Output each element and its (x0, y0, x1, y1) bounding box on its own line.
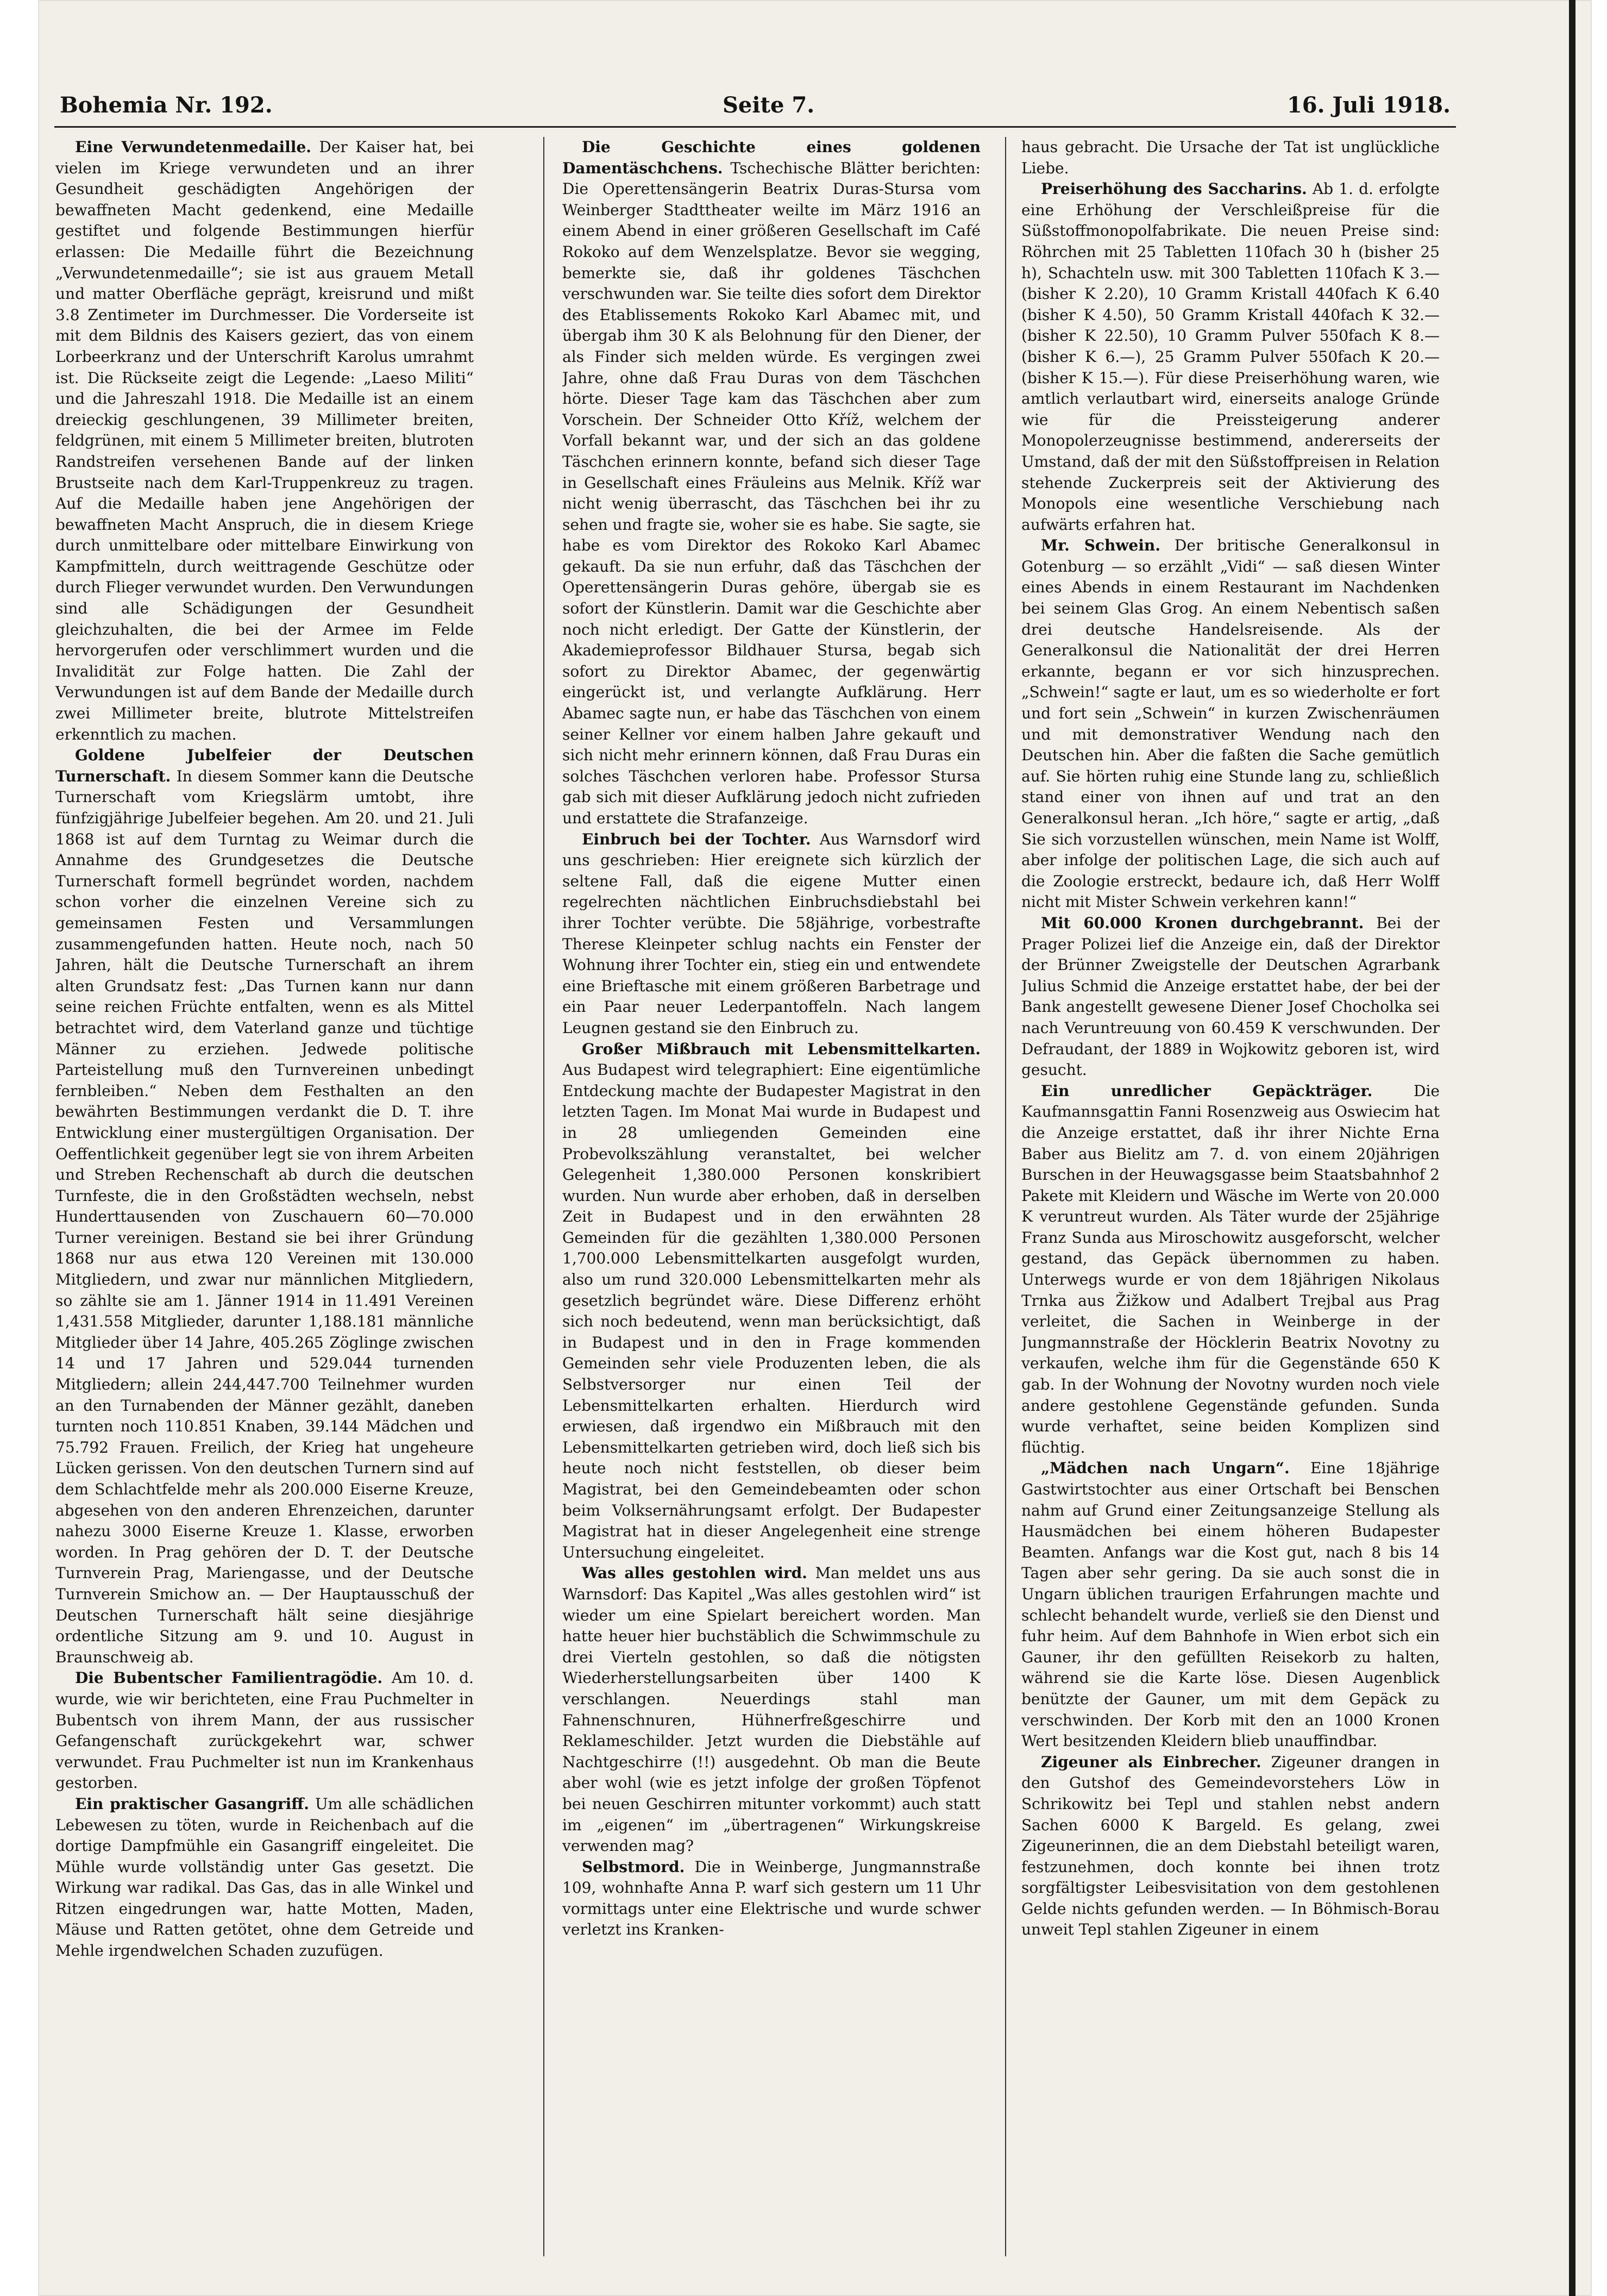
article-title: Die Geschichte eines goldenen Damentäschchens. (562, 138, 981, 177)
article (1021, 535, 1440, 913)
article-title: Selbstmord. (582, 1857, 685, 1876)
article-body: In diesem Sommer kann die Deutsche Turnerschaft vom Kriegslärm umtobt, ihre fünfzigjährige Jubelfeier begehen. Am 20. und 21. Juli 1868 ist auf dem Turntag zu Weimar durch die Annahme des Grundgesetzes die Deutsche Turnerschaft formell begründet worden, nachdem schon vorher die einzelnen Vereine sich zu gemeinsamen Festen und Versammlungen zusammengefunden hatten. Heute noch, nach 50 Jahren, hält die Deutsche Turnerschaft an ihrem alten Grundsatz fest: „Das Turnen kann nur dann seine reichen Früchte entfalten, wenn es als Mittel betrachtet wird, dem Vaterland ganze und tüchtige Männer zu erziehen. Jedwede politische Parteistellung muß den Turnvereinen unbedingt fernbleiben.“ Neben dem Festhalten an den bewährten Bestimmungen verdankt die D. T. ihre Entwicklung einer mustergültigen Organisation. Der Oeffentlichkeit gegenüber legt sie von ihrem Arbeiten und Streben Rechenschaft ab durch die deutschen Turnfeste, die in den Großstädten wechseln, nebst Hunderttausenden von Zuschauern 60—70.000 Turner vereinigen. Bestand sie bei ihrer Gründung 1868 nur aus etwa 120 Vereinen mit 130.000 Mitgliedern, und zwar nur männlichen Mitgliedern, so zählte sie am 1. Jänner 1914 in 11.491 Vereinen 1,431.558 Mitglieder, darunter 1,188.181 männliche Mitglieder über 14 Jahre, 405.265 Zöglinge zwischen 14 und 17 Jahren und 529.044 turnenden Mitgliedern; allein 244,447.700 Teilnehmer wurden an den Turnabenden der Männer gezählt, daneben turnten noch 110.851 Knaben, 39.144 Mädchen und 75.792 Frauen. Freilich, der Krieg hat ungeheure Lücken gerissen. Von den deutschen Turnern sind auf dem Schlachtfelde mehr als 200.000 Eiserne Kreuze, abgesehen von den anderen Ehrenzeichen, darunter nahezu 3000 Eiserne Kreuze 1. Klasse, erworben worden. In Prag gehören der D. T. der Deutsche Turnverein Prag, Mariengasse, und der Deutsche Turnverein Smichow an. — Der Hauptausschuß der Deutschen Turnerschaft hält seine diesjährige ordentliche Sitzung am 9. und 10. August in Braunschweig ab. (55, 767, 474, 1666)
article (1021, 1081, 1440, 1459)
issue-date: 16. Juli 1918. (1286, 92, 1451, 118)
article-body: haus gebracht. Die Ursache der Tat ist unglückliche Liebe. (1021, 138, 1440, 177)
column-3 (1021, 137, 1440, 2273)
article-title: Mr. Schwein. (1041, 536, 1160, 555)
article (1021, 179, 1440, 535)
article-body: Aus Warnsdorf wird uns geschrieben: Hier ereignete sich kürzlich der seltene Fall, daß die eigene Mutter einen regelrechten nächtlichen Einbruchsdiebstahl bei ihrer Tochter verübte. Die 58jährige, vorbestrafte Therese Kleinpeter schlug nachts ein Fenster der Wohnung ihrer Tochter ein, stieg ein und entwendete eine Brieftasche mit einem größeren Barbetrage und ein Paar neuer Lederpantoffeln. Nach langem Leugnen gestand sie den Einbruch zu. (562, 830, 981, 1037)
article-body: Der Kaiser hat, bei vielen im Kriege verwundeten und an ihrer Gesundheit geschädigten Angehörigen der bewaffneten Macht gedenkend, eine Medaille gestiftet und folgende Bestimmungen hierfür erlassen: Die Medaille führt die Bezeichnung „Verwundetenmedaille“; sie ist aus grauem Metall und matter Oberfläche geprägt, kreisrund und mißt 3.8 Zentimeter im Durchmesser. Die Vorderseite ist mit dem Bildnis des Kaisers geziert, das von einem Lorbeerkranz und der Unterschrift Karolus umrahmt ist. Die Rückseite zeigt die Legende: „Laeso Militi“ und die Jahreszahl 1918. Die Medaille ist an einem dreieckig geschlungenen, 39 Millimeter breiten, feldgrünen, mit einem 5 Millimeter breiten, blutroten Randstreifen versehenen Bande auf der linken Brustseite nach dem Karl-Truppenkreuz zu tragen. Auf die Medaille haben jene Angehörigen der bewaffneten Macht Anspruch, die in diesem Kriege durch unmittelbare oder mittelbare Einwirkung von Kampfmitteln, durch weittragende Geschütze oder durch Flieger verwundet wurden. Den Verwundungen sind alle Schädigungen der Gesundheit gleichzuhalten, die bei der Armee im Felde hervorgerufen oder verschlimmert wurden und die Invalidität zur Folge hatten. Die Zahl der Verwundungen ist auf dem Bande der Medaille durch zwei Millimeter breite, blutrote Mittelstreifen erkenntlich zu machen. (55, 138, 474, 743)
article-body: Ab 1. d. erfolgte eine Erhöhung der Verschleißpreise für die Süßstoffmonopolfabrikate. Die neuen Preise sind: Röhrchen mit 25 Tabletten 110fach 30 h (bisher 25 h), Schachteln usw. mit 300 Tabletten 110fach K 3.— (bisher K 2.20), 10 Gramm Kristall 440fach K 6.40 (bisher K 4.50), 50 Gramm Kristall 440fach K 32.— (bisher K 22.50), 10 Gramm Pulver 550fach K 8.— (bisher K 6.—), 25 Gramm Pulver 550fach K 20.— (bisher K 15.—). Für diese Preiserhöhung waren, wie amtlich verlautbart wird, einerseits analoge Gründe wie für die Preissteigerung anderer Monopolerzeugnisse bestimmend, andererseits der Umstand, daß der mit den Süßstoffpreisen in Relation stehende Zuckerpreis seit der Aktivierung des Monopols eine wesentliche Verschiebung nach aufwärts erfahren hat. (1021, 180, 1440, 534)
article-title: Zigeuner als Einbrecher. (1041, 1753, 1261, 1771)
article (1021, 137, 1440, 179)
article-body: Eine 18jährige Gastwirtstochter aus einer Ortschaft bei Benschen nahm auf Grund einer Zeitungsanzeige Stellung als Hausmädchen bei einem höheren Budapester Beamten. Anfangs war die Kost gut, nach 8 bis 14 Tagen aber sehr gering. Da sie auch sonst die in Ungarn üblichen traurigen Erfahrungen machte und schlecht behandelt wurde, verließ sie den Dienst und fuhr heim. Auf dem Bahnhofe in Wien erbot sich ein Gauner, ihr den gefüllten Reisekorb zu halten, während sie die Karte löse. Diesen Augenblick benützte der Gauner, um mit dem Gepäck zu verschwinden. Der Korb mit den an 1000 Kronen Wert besitzenden Kleidern blieb unauffindbar. (1021, 1459, 1440, 1750)
article-title: Mit 60.000 Kronen durchgebrannt. (1041, 914, 1364, 932)
column-divider (543, 137, 544, 2256)
article-body: Die in Weinberge, Jungmannstraße 109, wohnhafte Anna P. warf sich gestern um 11 Uhr vormittags unter eine Elektrische und wurde schwer verletzt ins Kranken- (562, 1857, 981, 1939)
article (1021, 1752, 1440, 1941)
article-title: Ein praktischer Gasangriff. (75, 1794, 310, 1813)
article-body: Am 10. d. wurde, wie wir berichteten, eine Frau Puchmelter in Bubentsch von ihrem Mann, der aus russischer Gefangenschaft zurückgekehrt war, schwer verwundet. Frau Puchmelter ist nun im Krankenhaus gestorben. (55, 1669, 474, 1792)
article-body: Bei der Prager Polizei lief die Anzeige ein, daß der Direktor der Brünner Zweigstelle der Deutschen Agrarbank Julius Schmid die Anzeige erstattet habe, der bei der Bank angestellt gewesene Diener Josef Chocholka sei nach Veruntreuung von 60.459 K verschwunden. Der Defraudant, der 1889 in Wojkowitz geboren ist, wird gesucht. (1021, 914, 1440, 1079)
article (55, 1794, 474, 1962)
masthead-issue: Bohemia Nr. 192. (60, 92, 273, 118)
article-title: Die Bubentscher Familientragödie. (75, 1669, 383, 1687)
article (562, 1857, 981, 1941)
article-title: Großer Mißbrauch mit Lebensmittelkarten. (582, 1040, 981, 1058)
article-body: Aus Budapest wird telegraphiert: Eine eigentümliche Entdeckung machte der Budapester Magistrat in den letzten Tagen. Im Monat Mai wurde in Budapest und in 28 umliegenden Gemeinden eine Probevolkszählung veranstaltet, bei welcher Gelegenheit 1,380.000 Personen konskribiert wurden. Nun wurde aber erhoben, daß in derselben Zeit in Budapest und in den erwähnten 28 Gemeinden für die gezählten 1,380.000 Personen 1,700.000 Lebensmittelkarten ausgefolgt wurden, also um rund 320.000 Lebensmittelkarten mehr als gesetzlich begründet wäre. Diese Differenz erhöht sich noch bedeutend, wenn man berücksichtigt, daß in Budapest und in den in Frage kommenden Gemeinden sehr viele Produzenten leben, die als Selbstversorger nur einen Teil der Lebensmittelkarten erhalten. Hierdurch wird erwiesen, daß irgendwo ein Mißbrauch mit den Lebensmittelkarten getrieben wird, doch ließ sich bis heute noch nicht feststellen, ob dieser beim Magistrat, bei den Gemeindebeamten oder schon beim Volksernährungsamt erfolgt. Der Budapester Magistrat hat in dieser Angelegenheit eine strenge Untersuchung eingeleitet. (562, 1061, 981, 1561)
article-title: Eine Verwundetenmedaille. (75, 138, 312, 156)
scan-border (1569, 0, 1575, 2296)
header-rule (54, 126, 1456, 128)
article-title: Was alles gestohlen wird. (582, 1564, 807, 1582)
column-divider (1005, 137, 1006, 2256)
article-title: Ein unredlicher Gepäckträger. (1041, 1081, 1373, 1100)
article-title: Goldene Jubelfeier der Deutschen Turnerschaft. (55, 746, 474, 785)
article (55, 1668, 474, 1794)
article-body: Der britische Generalkonsul in Gotenburg — so erzählt „Vidi“ — saß diesen Winter eines Abends in einem Restaurant im Nachdenken bei seinem Glas Grog. An einem Nebentisch saßen drei deutsche Handelsreisende. Als der Generalkonsul die Nationalität der drei Herren erkannte, begann er vor sich hinzusprechen. „Schwein!“ sagte er laut, um es so wiederholte er fort und fort sein „Schwein“ in kurzen Zwischenräumen und mit demonstrativer Wendung nach den Deutschen hin. Aber die faßten die Sache gemütlich auf. Sie hörten ruhig eine Stunde lang zu, schließlich stand einer von ihnen auf und trat an den Generalkonsul heran. „Ich höre,“ sagte er artig, „daß Sie sich vorzustellen wünschen, mein Name ist Wolff, aber infolge der politischen Lage, die sich auch auf die Zoologie erstreckt, bedaure ich, daß Herr Wolff nicht mit Mister Schwein verkehren kann!“ (1021, 536, 1440, 911)
article-body: Man meldet uns aus Warnsdorf: Das Kapitel „Was alles gestohlen wird“ ist wieder um eine Spielart bereichert worden. Man hatte heuer hier buchstäblich die Schwimmschule zu drei Vierteln gestohlen, so daß die nötigsten Wiederherstellungsarbeiten über 1400 K verschlangen. Neuerdings stahl man Fahnenschnuren, Hühnerfreßgeschirre und Reklameschilder. Jetzt wurden die Diebstähle auf Nachtgeschirre (!!) ausgedehnt. Ob man die Beute aber wohl (wie es jetzt infolge der großen Töpfenot bei neuen Geschirren mitunter vorkommt) auch statt im „eigenen“ im „übertragenen“ Wirkungskreise verwenden mag? (562, 1564, 981, 1855)
page-number: Seite 7. (723, 92, 815, 118)
article-title: Preiserhöhung des Saccharins. (1041, 180, 1307, 198)
article (562, 1039, 981, 1563)
article-title: „Mädchen nach Ungarn“. (1041, 1459, 1290, 1478)
article (562, 829, 981, 1039)
article (562, 137, 981, 829)
article (1021, 1458, 1440, 1751)
column-2 (562, 137, 981, 2273)
article (55, 137, 474, 745)
article (562, 1563, 981, 1856)
article-body: Um alle schädlichen Lebewesen zu töten, wurde in Reichenbach auf die dortige Dampfmühle ein Gasangriff eingeleitet. Die Mühle wurde vollständig unter Gas gesetzt. Die Wirkung war radikal. Das Gas, das in alle Winkel und Ritzen eingedrungen war, hatte Motten, Maden, Mäuse und Ratten getötet, ohne dem Getreide und Mehle irgendwelchen Schaden zuzufügen. (55, 1794, 474, 1960)
page-header (60, 92, 1451, 136)
article-title: Einbruch bei der Tochter. (582, 830, 811, 848)
article-body: Tschechische Blätter berichten: Die Operettensängerin Beatrix Duras-Stursa vom Weinberger Stadttheater weilte im März 1916 an einem Abend in einer größeren Gesellschaft im Café Rokoko auf dem Wenzelsplatze. Bevor sie wegging, bemerkte sie, daß ihr goldenes Täschchen verschwunden war. Sie teilte dies sofort dem Direktor des Etablissements Rokoko Karl Abamec mit, und übergab ihm 30 K als Belohnung für den Diener, der als Finder sich melden würde. Es vergingen zwei Jahre, ohne daß Frau Duras von dem Täschchen hörte. Dieser Tage kam das Täschchen aber zum Vorschein. Der Schneider Otto Kříž, welchem der Vorfall bekannt war, und der sich an das goldene Täschchen erinnern konnte, befand sich dieser Tage in Gesellschaft eines Fräuleins aus Melnik. Kříž war nicht wenig überrascht, das Täschchen bei ihr zu sehen und fragte sie, woher sie es habe. Sie sagte, sie habe es vom Direktor des Rokoko Karl Abamec gekauft. Da sie nun erfuhr, daß das Täschchen der Operettensängerin Duras gehöre, übergab sie es sofort der Künstlerin. Damit war die Geschichte aber noch nicht erledigt. Der Gatte der Künstlerin, der Akademieprofessor Bildhauer Stursa, begab sich sofort zu Direktor Abamec, der gegenwärtig eingerückt ist, und verlangte Aufklärung. Herr Abamec sagte nun, er habe das Täschchen von einem seiner Kellner vor einem halben Jahre gekauft und sich nicht mehr erinnern können, daß Frau Duras ein solches Täschchen verloren habe. Professor Stursa gab sich mit dieser Aufklärung jedoch nicht zufrieden und erstattete die Strafanzeige. (562, 159, 981, 827)
article-body: Die Kaufmannsgattin Fanni Rosenzweig aus Oswiecim hat die Anzeige erstattet, daß ihr ihrer Nichte Erna Baber aus Bielitz am 7. d. von einem 20jährigen Burschen in der Heuwagsgasse beim Staatsbahnhof 2 Pakete mit Kleidern und Wäsche im Werte von 20.000 K veruntreut wurden. Als Täter wurde der 25jährige Franz Sunda aus Miroschowitz ausgeforscht, welcher gestand, das Gepäck übernommen zu haben. Unterwegs wurde er von dem 18jährigen Nikolaus Trnka aus Žižkow und Adalbert Trejbal aus Prag verleitet, die Sachen in Weinberge in der Jungmannstraße der Höcklerin Beatrix Novotny zu verkaufen, welche ihm für die Gegenstände 650 K gab. In der Wohnung der Novotny wurden noch viele andere gestohlene Gegenstände gefunden. Sunda wurde verhaftet, seine beiden Komplizen sind flüchtig. (1021, 1081, 1440, 1456)
article (1021, 913, 1440, 1081)
column-1 (55, 137, 474, 2273)
article (55, 745, 474, 1668)
article-body: Zigeuner drangen in den Gutshof des Gemeindevorstehers Löw in Schrikowitz bei Tepl und stahlen nebst andern Sachen 6000 K Bargeld. Es gelang, zwei Zigeunerinnen, die an dem Diebstahl beteiligt waren, festzunehmen, doch konnte bei ihnen trotz sorgfältigster Leibesvisitation von dem gestohlenen Gelde nichts gefunden werden. — In Böhmisch-Borau unweit Tepl stahlen Zigeuner in einem (1021, 1753, 1440, 1939)
